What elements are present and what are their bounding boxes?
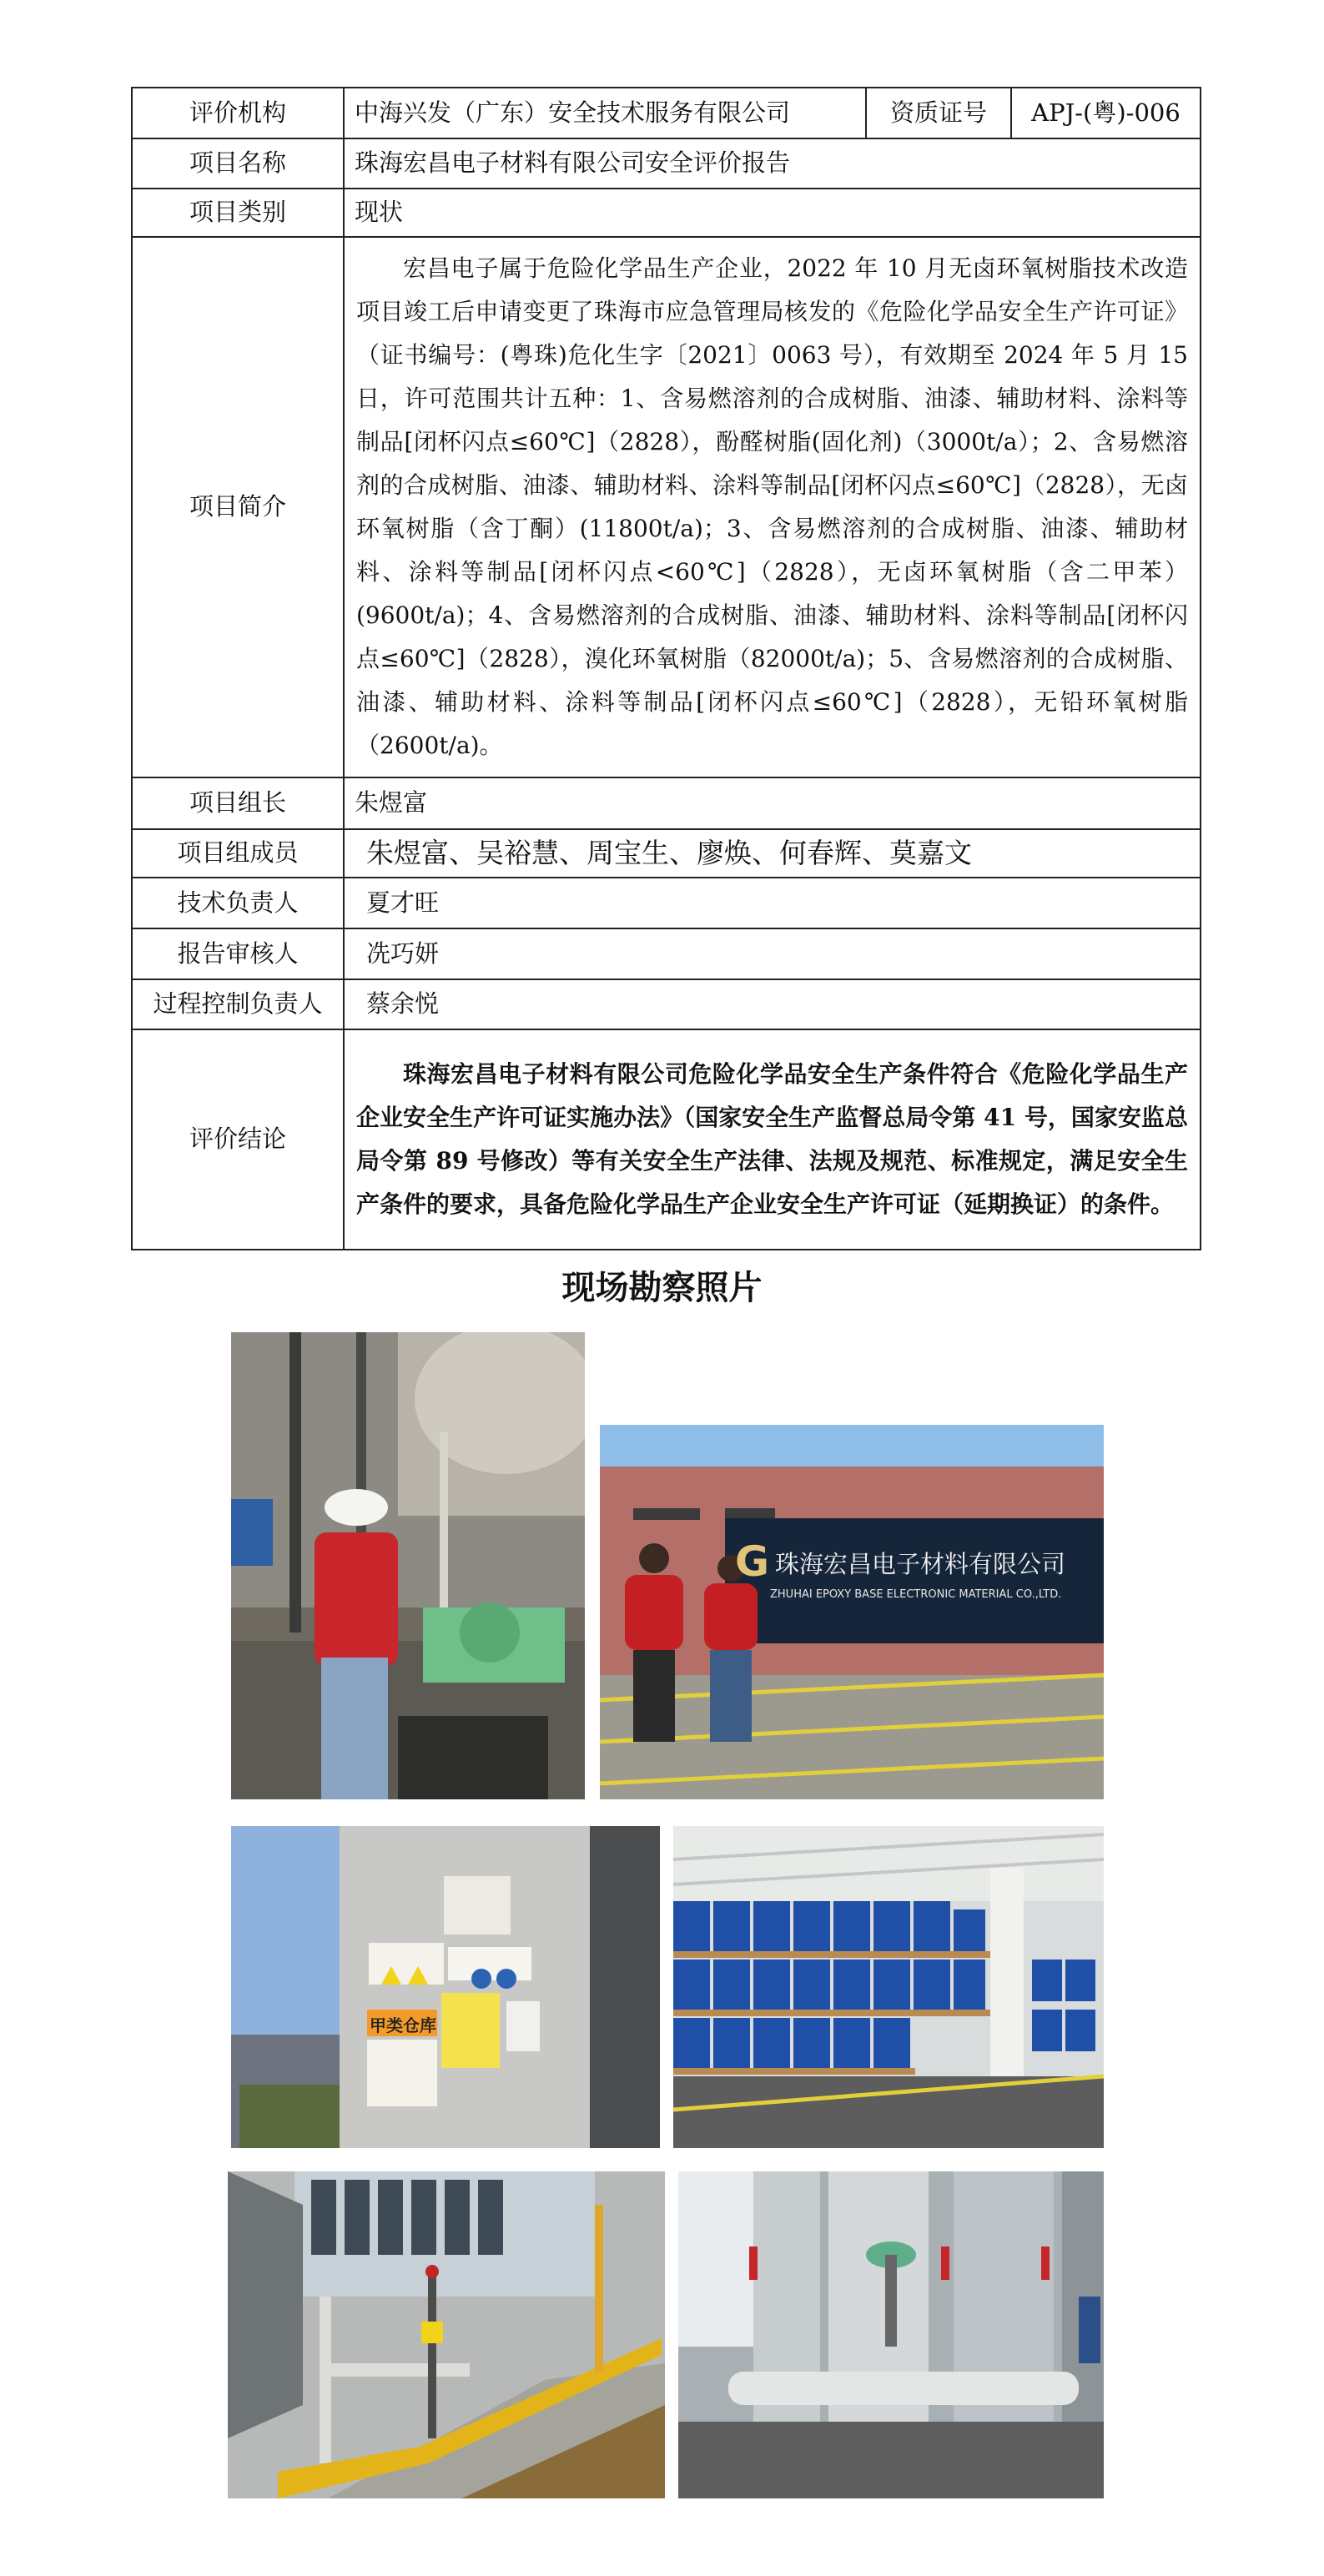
- review-value: 冼巧妍: [344, 928, 1201, 979]
- type-value: 现状: [344, 189, 1201, 237]
- gate-logo: G: [735, 1537, 770, 1586]
- photo-company-gate: [600, 1425, 1104, 1799]
- org-label: 评价机构: [132, 88, 344, 138]
- tech-label: 技术负责人: [132, 878, 344, 928]
- photo-pipes-ground: [228, 2171, 665, 2498]
- conclusion-label: 评价结论: [132, 1029, 344, 1250]
- photo-tanks-valve: [678, 2171, 1104, 2498]
- members-value: 朱煜富、吴裕慧、周宝生、廖焕、何春辉、莫嘉文: [344, 829, 1201, 878]
- photos-title: 现场勘察照片: [561, 1268, 763, 1307]
- cert-label: 资质证号: [866, 88, 1011, 138]
- process-label: 过程控制负责人: [132, 979, 344, 1029]
- photo-blue-drums: [673, 1826, 1104, 2148]
- gate-sign-en: ZHUHAI EPOXY BASE ELECTRONIC MATERIAL CO.,LTD.: [770, 1588, 1062, 1601]
- name-value: 珠海宏昌电子材料有限公司安全评价报告: [344, 138, 1201, 189]
- leader-value: 朱煜富: [344, 777, 1201, 829]
- photo-worker-pump: [231, 1332, 585, 1799]
- photo-warehouse-signs: [231, 1826, 660, 2148]
- org-value: 中海兴发（广东）安全技术服务有限公司: [344, 88, 866, 138]
- review-label: 报告审核人: [132, 928, 344, 979]
- warehouse-sign: 甲类仓库: [370, 2015, 436, 2035]
- name-label: 项目名称: [132, 138, 344, 189]
- type-label: 项目类别: [132, 189, 344, 237]
- leader-label: 项目组长: [132, 777, 344, 829]
- process-value: 蔡余悦: [344, 979, 1201, 1029]
- info-table: [131, 87, 1201, 1250]
- intro-label: 项目简介: [132, 237, 344, 777]
- conclusion-value: 珠海宏昌电子材料有限公司危险化学品安全生产条件符合《危险化学品生产企业安全生产许可证实施办法》（国家安全生产监督总局令第 41 号，国家安监总局令第 89 号修改）等有关安全生产法律、法规及规范、标准规定，满足安全生产条件的要求，具备危险化学品生产企业安全生产许可证（延期换证）的条件。: [344, 1029, 1201, 1250]
- cert-value: APJ-(粤)-006: [1011, 88, 1201, 138]
- intro-value: 宏昌电子属于危险化学品生产企业，2022 年 10 月无卤环氧树脂技术改造项目竣工后申请变更了珠海市应急管理局核发的《危险化学品安全生产许可证》（证书编号：(粤珠)危化生字〔2021〕0063 号），有效期至 2024 年 5 月 15 日，许可范围共计五种：1、含易燃溶剂的合成树脂、油漆、辅助材料、涂料等制品[闭杯闪点≤60℃]（2828），酚醛树脂(固化剂)（3000t/a）；2、含易燃溶剂的合成树脂、油漆、辅助材料、涂料等制品[闭杯闪点≤60℃]（2828），无卤环氧树脂（含丁酮）(11800t/a)；3、含易燃溶剂的合成树脂、油漆、辅助材料、涂料等制品[闭杯闪点<60℃]（2828），无卤环氧树脂（含二甲苯）(9600t/a)；4、含易燃溶剂的合成树脂、油漆、辅助材料、涂料等制品[闭杯闪点≤60℃]（2828），溴化环氧树脂（82000t/a)；5、含易燃溶剂的合成树脂、油漆、辅助材料、涂料等制品[闭杯闪点≤60℃]（2828），无铅环氧树脂（2600t/a)。: [344, 237, 1201, 777]
- gate-sign-cn: 珠海宏昌电子材料有限公司: [775, 1550, 1066, 1578]
- tech-value: 夏才旺: [344, 878, 1201, 928]
- members-label: 项目组成员: [132, 829, 344, 878]
